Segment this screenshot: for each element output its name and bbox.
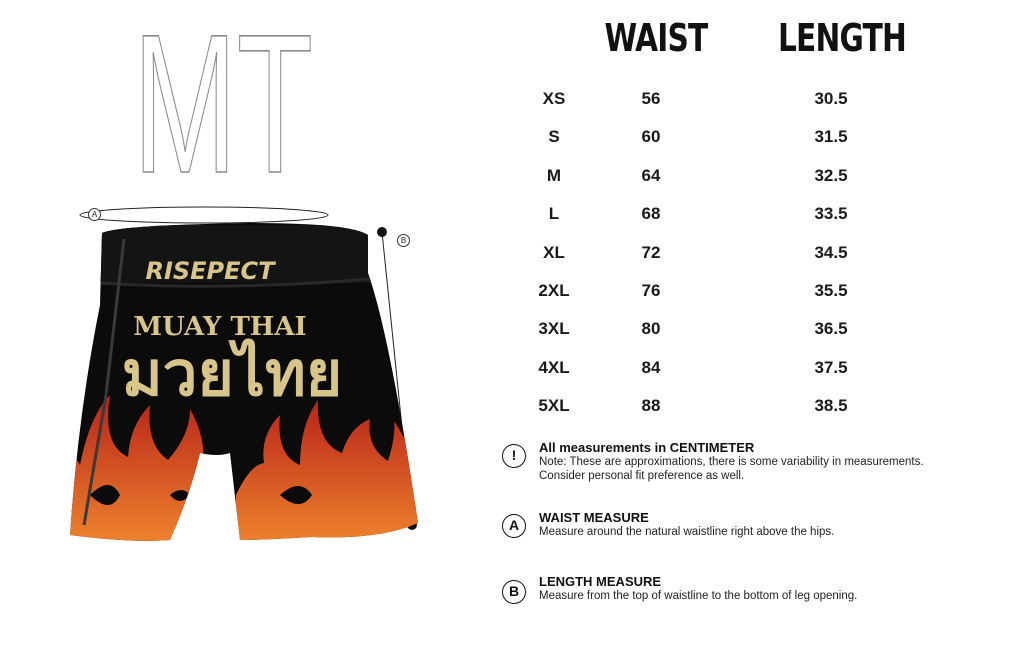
length-cell: 37.5 xyxy=(814,357,848,377)
waist-cell: 64 xyxy=(641,165,661,185)
length-cell: 38.5 xyxy=(814,396,848,416)
waist-cell: 76 xyxy=(641,280,661,300)
size-cell: S xyxy=(548,127,560,147)
shorts-illustration xyxy=(50,195,470,555)
waist-cell: 68 xyxy=(641,204,661,224)
length-cell: 35.5 xyxy=(814,280,848,300)
page-title xyxy=(128,0,318,214)
size-cell: 3XL xyxy=(538,319,570,339)
note-body: Measure around the natural waistline right above the hips. xyxy=(539,526,835,538)
table-row xyxy=(500,80,920,118)
size-cell: XL xyxy=(543,242,565,262)
waist-cell: 80 xyxy=(641,319,661,339)
note-body: Measure from the top of waistline to the bottom of leg opening. xyxy=(539,590,858,602)
length-cell: 34.5 xyxy=(814,242,848,262)
tag-b-icon: B xyxy=(397,234,410,247)
letter-b-icon: B xyxy=(502,580,526,604)
size-cell: L xyxy=(548,204,560,224)
note-title: LENGTH MEASURE xyxy=(539,574,662,589)
size-table xyxy=(500,80,920,426)
table-row xyxy=(500,234,920,272)
note-line: Note: These are approximations, there is some variability in measurements. xyxy=(539,456,924,468)
note-line: Consider personal fit preference as well. xyxy=(539,470,745,482)
table-row xyxy=(500,195,920,233)
note-body xyxy=(539,455,979,483)
waist-header: WAIST xyxy=(604,16,708,60)
size-cell: 5XL xyxy=(538,396,570,416)
length-header: LENGTH xyxy=(777,16,907,60)
exclamation-icon: ! xyxy=(502,444,526,468)
length-cell: 36.5 xyxy=(814,319,848,339)
waist-cell: 84 xyxy=(641,357,661,377)
table-row xyxy=(500,272,920,310)
size-cell: M xyxy=(546,165,562,185)
length-cell: 32.5 xyxy=(814,165,848,185)
size-cell: 4XL xyxy=(538,357,570,377)
table-row xyxy=(500,157,920,195)
tag-a-icon: A xyxy=(88,208,101,221)
thai-script-text: มวยไทย xyxy=(121,337,343,410)
brand-logo-text: RISEPECT xyxy=(145,257,275,285)
length-cell: 33.5 xyxy=(814,204,848,224)
waist-measure-ellipse xyxy=(80,207,328,223)
size-cell: 2XL xyxy=(538,280,570,300)
waist-cell: 60 xyxy=(641,127,661,147)
length-cell: 31.5 xyxy=(814,127,848,147)
title-text: MT xyxy=(133,0,313,214)
waist-cell: 56 xyxy=(641,89,661,108)
table-row xyxy=(500,349,920,387)
waist-cell: 88 xyxy=(641,396,661,416)
length-measure-dot-top xyxy=(377,227,387,237)
length-cell: 30.5 xyxy=(814,89,848,108)
table-row xyxy=(500,310,920,348)
table-row xyxy=(500,387,920,425)
waist-cell: 72 xyxy=(641,242,661,262)
note-title: All measurements in CENTIMETER xyxy=(539,440,755,455)
letter-a-icon: A xyxy=(502,514,526,538)
size-cell: XS xyxy=(542,89,566,108)
table-row xyxy=(500,118,920,156)
muay-thai-text: MUAY THAI xyxy=(133,312,307,342)
note-title: WAIST MEASURE xyxy=(539,510,649,525)
